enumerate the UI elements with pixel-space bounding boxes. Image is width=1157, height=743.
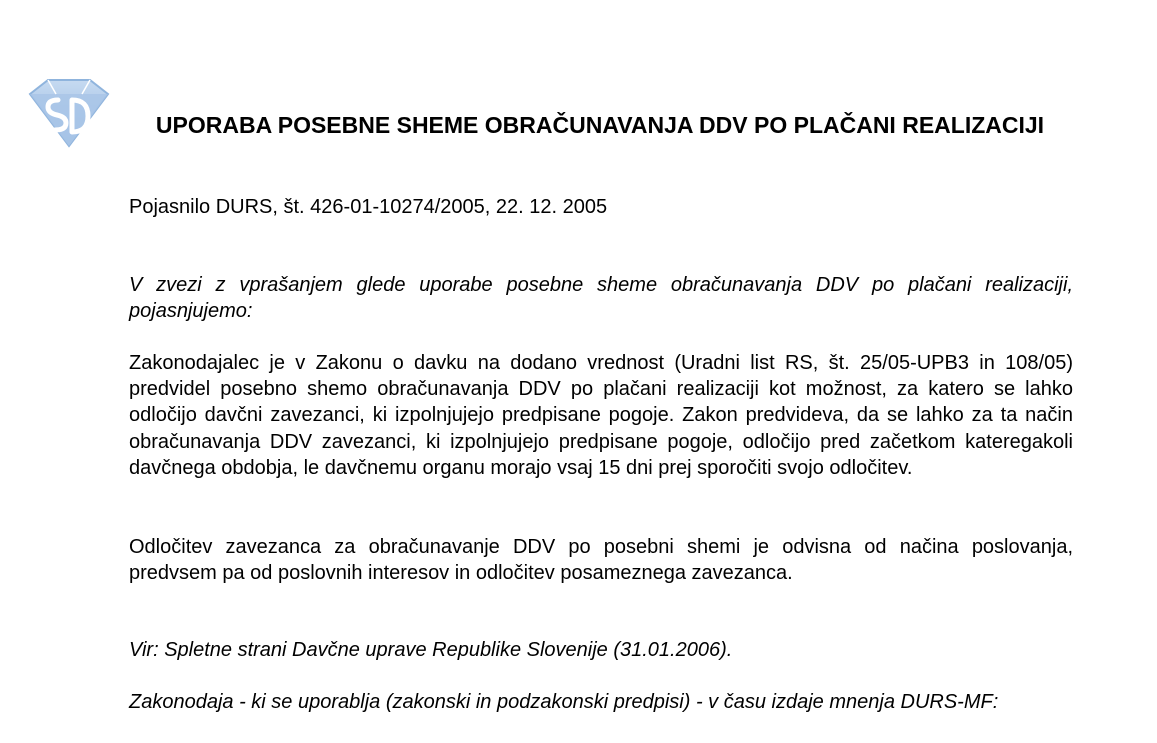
document-reference: Pojasnilo DURS, št. 426-01-10274/2005, 22. 12. 2005 [129, 196, 608, 218]
intro-paragraph: V zvezi z vprašanjem glede uporabe posebne sheme obračunavanja DDV po plačani realizaciji, pojasnjujemo: [129, 274, 1073, 323]
sd-logo-icon [26, 74, 112, 150]
body-paragraph-1: Zakonodajalec je v Zakonu o davku na dodano vrednost (Uradni list RS, št. 25/05-UPB3 in 108/05) predvidel posebno shemo obračunavanja DDV po plačani realizaciji kot možnost, za katero se lahko odločijo davčni zavezanci, ki izpolnjujejo predpisane pogoje. Zakon predvideva, da se lahko za ta način obračunavanja DDV zavezanci, ki izpolnjujejo predpisane pogoje, odločijo pred začetkom kateregakoli davčnega obdobja, le davčnemu organu morajo vsaj 15 dni prej sporočiti svojo odločitev. [129, 352, 1073, 479]
legislation-paragraph: Zakonodaja - ki se uporablja (zakonski in podzakonski predpisi) - v času izdaje mnenja DURS-MF: [129, 691, 999, 713]
source-paragraph: Vir: Spletne strani Davčne uprave Republike Slovenije (31.01.2006). [129, 639, 733, 661]
document-title: UPORABA POSEBNE SHEME OBRAČUNAVANJA DDV PO PLAČANI REALIZACIJI [155, 112, 1045, 138]
body-paragraph-2: Odločitev zavezanca za obračunavanje DDV po posebni shemi je odvisna od načina poslovanja, predvsem pa od poslovnih interesov in odločitev posameznega zavezanca. [129, 536, 1073, 585]
